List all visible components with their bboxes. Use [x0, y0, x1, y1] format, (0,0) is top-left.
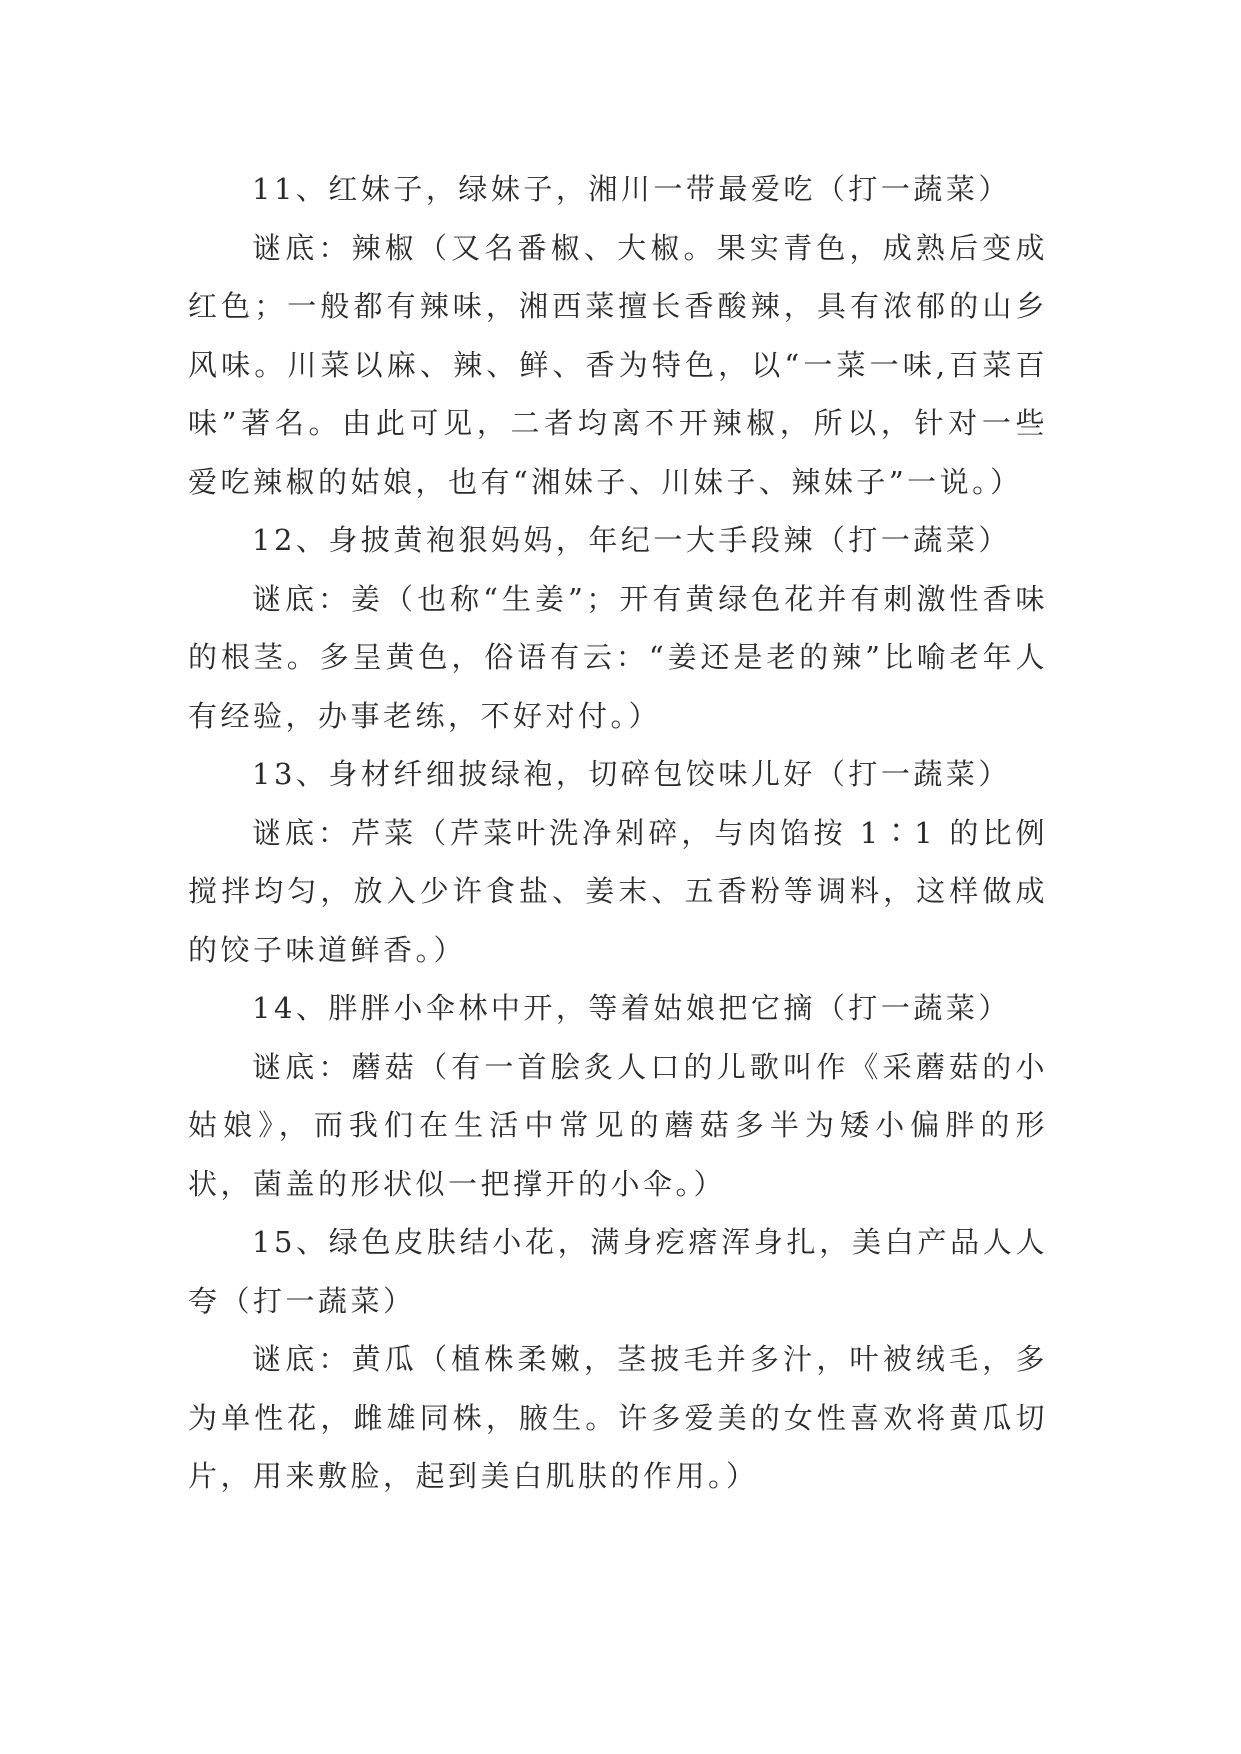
riddle-15-answer: 谜底：黄瓜（植株柔嫩，茎披毛并多汁，叶被绒毛，多为单性花，雌雄同株，腋生。许多爱美的女性喜欢将黄瓜切片，用来敷脸，起到美白肌肤的作用。） [188, 1342, 1048, 1493]
riddle-15-question: 15、绿色皮肤结小花，满身疙瘩浑身扎，美白产品人人夸（打一蔬菜） [188, 1225, 1048, 1318]
riddle-11-answer: 谜底：辣椒（又名番椒、大椒。果实青色，成熟后变成红色；一般都有辣味，湘西菜擅长香酸辣，具有浓郁的山乡风味。川菜以麻、辣、鲜、香为特色，以“一菜一味,百菜百味”著名。由此可见，二者均离不开辣椒，所以，针对一些爱吃辣椒的姑娘，也有“湘妹子、川妹子、辣妹子”一说。） [188, 230, 1048, 499]
document-body [188, 160, 1048, 1506]
riddle-11-question: 11、红妹子，绿妹子，湘川一带最爱吃（打一蔬菜） [252, 172, 1011, 206]
riddle-14-question: 14、胖胖小伞林中开，等着姑娘把它摘（打一蔬菜） [252, 991, 1011, 1025]
riddle-12-answer: 谜底：姜（也称“生姜”；开有黄绿色花并有刺激性香味的根茎。多呈黄色，俗语有云：“姜还是老的辣”比喻老年人有经验，办事老练，不好对付。） [188, 581, 1048, 733]
riddle-13-question: 13、身材纤细披绿袍，切碎包饺味儿好（打一蔬菜） [252, 757, 1011, 791]
riddle-12-question: 12、身披黄袍狠妈妈，年纪一大手段辣（打一蔬菜） [252, 523, 1011, 557]
riddle-13-answer: 谜底：芹菜（芹菜叶洗净剁碎，与肉馅按 1∶1 的比例搅拌均匀，放入少许食盐、姜末、五香粉等调料，这样做成的饺子味道鲜香。） [188, 815, 1048, 967]
riddle-14-answer: 谜底：蘑菇（有一首脍炙人口的儿歌叫作《采蘑菇的小姑娘》，而我们在生活中常见的蘑菇多半为矮小偏胖的形状，菌盖的形状似一把撑开的小伞。） [188, 1049, 1048, 1201]
